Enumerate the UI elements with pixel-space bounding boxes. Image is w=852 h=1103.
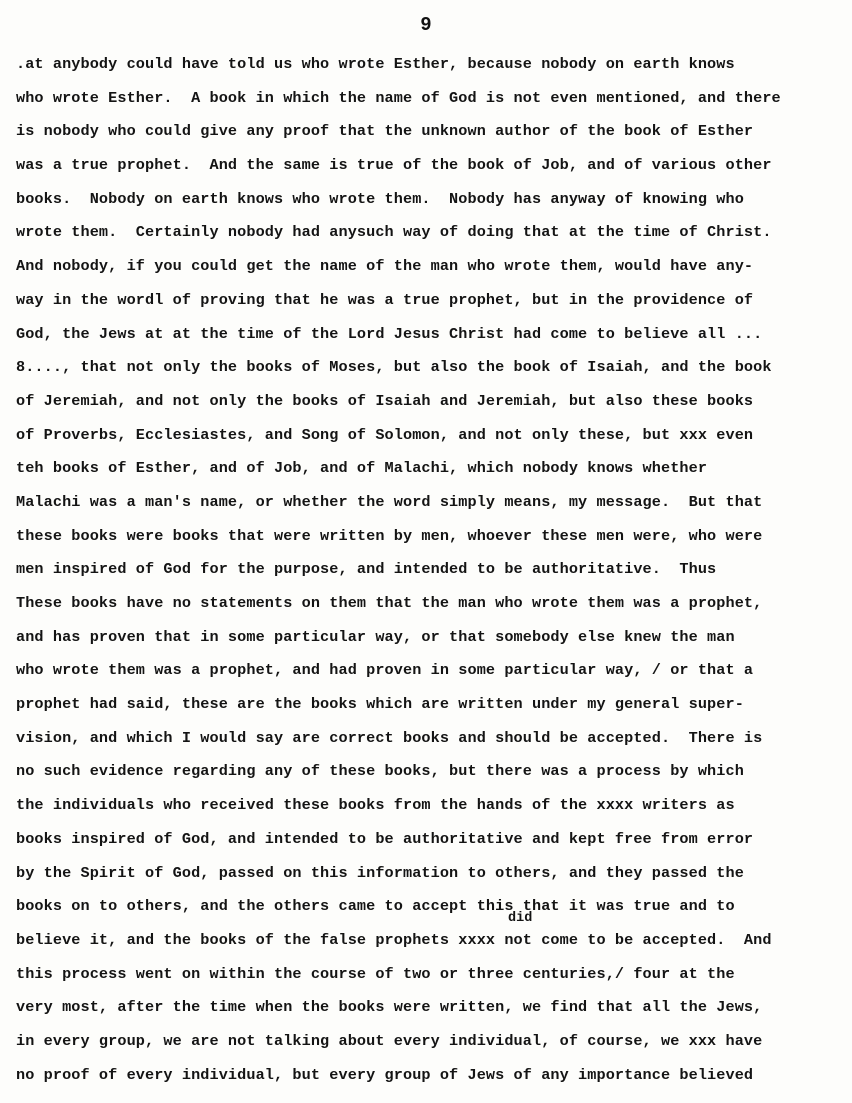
text-line: God, the Jews at at the time of the Lord Jesus Christ had come to believe all ...: [16, 324, 763, 343]
text-line: the individuals who received these books from the hands of the xxxx writers as: [16, 796, 735, 815]
text-line: teh books of Esther, and of Job, and of Malachi, which nobody knows whether: [16, 459, 708, 478]
text-line: 8...., that not only the books of Moses, but also the book of Isaiah, and the book: [16, 358, 772, 377]
text-line: in every group, we are not talking about every individual, of course, we xxx have: [16, 1031, 763, 1050]
text-line: who wrote Esther. A book in which the name of God is not even mentioned, and there: [16, 88, 781, 107]
text-line: this process went on within the course of two or three centuries,/ four at the: [16, 964, 735, 983]
text-line: And nobody, if you could get the name of the man who wrote them, would have any-: [16, 257, 754, 276]
page-number: 9: [420, 14, 432, 36]
text-line: men inspired of God for the purpose, and intended to be authoritative. Thus: [16, 560, 717, 579]
text-line: .at anybody could have told us who wrote Esther, because nobody on earth knows: [16, 55, 735, 73]
text-line: no proof of every individual, but every group of Jews of any importance believed: [16, 1065, 754, 1084]
body-text: [16, 48, 848, 1092]
text-line: was a true prophet. And the same is true of the book of Job, and of various other: [16, 156, 772, 175]
text-line: who wrote them was a prophet, and had proven in some particular way, / or that a: [16, 661, 754, 680]
text-line: These books have no statements on them that the man who wrote them was a prophet,: [16, 594, 763, 612]
text-line: these books were books that were written by men, whoever these men were, who were: [16, 526, 763, 545]
text-line: books. Nobody on earth knows who wrote them. Nobody has anyway of knowing who: [16, 189, 744, 208]
text-line: is nobody who could give any proof that the unknown author of the book of Esther: [16, 122, 754, 141]
text-line: way in the wordl of proving that he was a true prophet, but in the providence of: [16, 290, 754, 309]
text-line: and has proven that in some particular way, or that somebody else knew the man: [16, 627, 735, 646]
text-line: wrote them. Certainly nobody had anysuch way of doing that at the time of Christ.: [16, 223, 772, 242]
text-line: books on to others, and the others came to accept this that it was true and to: [16, 897, 735, 916]
text-line: of Proverbs, Ecclesiastes, and Song of Solomon, and not only these, but xxx even: [16, 425, 754, 444]
text-line: prophet had said, these are the books which are written under my general super-: [16, 695, 744, 714]
text-line: believe it, and the books of the false prophets xxxx not come to be accepted. And: [16, 930, 772, 949]
interlinear-correction: did: [508, 911, 533, 926]
text-line: books inspired of God, and intended to be authoritative and kept free from error: [16, 829, 754, 848]
text-line: vision, and which I would say are correct books and should be accepted. There is: [16, 728, 763, 747]
text-line: by the Spirit of God, passed on this information to others, and they passed the: [16, 863, 744, 882]
text-line: Malachi was a man's name, or whether the word simply means, my message. But that: [16, 492, 763, 511]
text-line: of Jeremiah, and not only the books of Isaiah and Jeremiah, but also these books: [16, 391, 754, 410]
text-line: no such evidence regarding any of these books, but there was a process by which: [16, 762, 744, 781]
text-line: very most, after the time when the books were written, we find that all the Jews,: [16, 998, 763, 1017]
